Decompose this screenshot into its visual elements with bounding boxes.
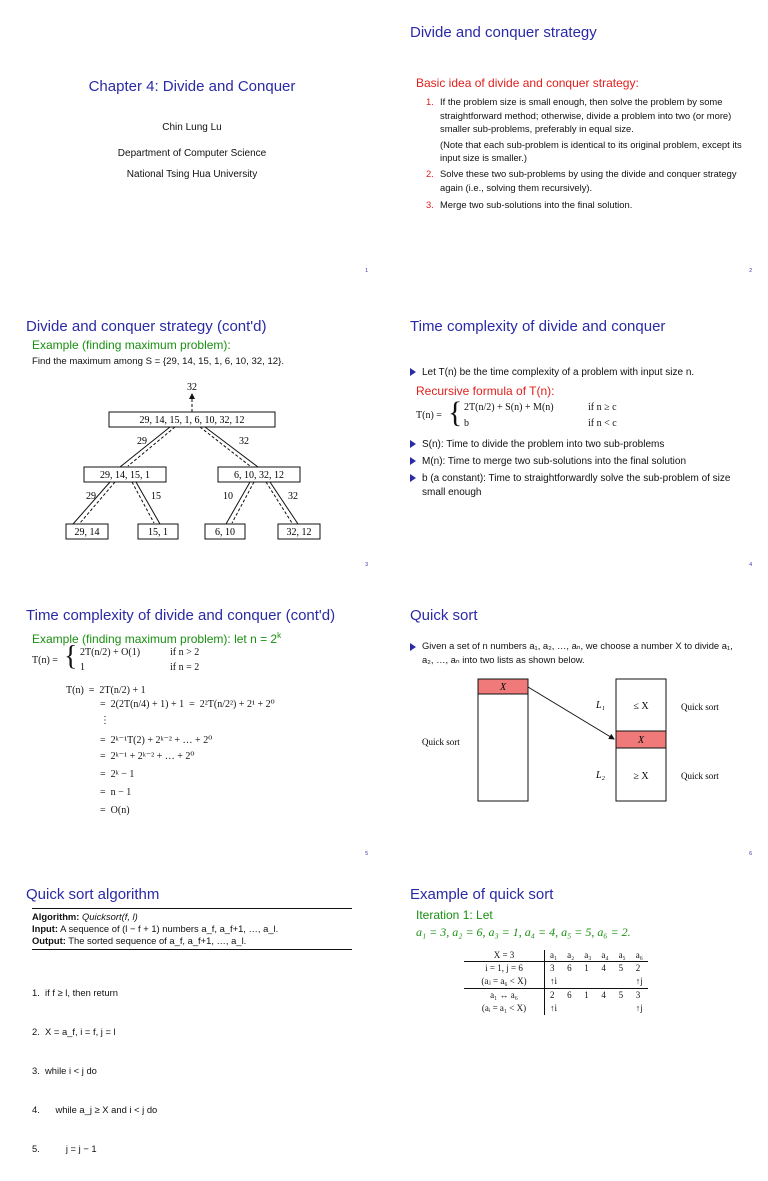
tree-node-lr-label: 15, 1	[148, 527, 168, 538]
university: National Tsing Hua University	[126, 169, 258, 180]
author: Chin Lung Lu	[162, 122, 222, 133]
tree-edge	[266, 482, 292, 523]
slide-3	[0, 294, 384, 582]
slide-title: Divide and conquer strategy	[410, 24, 597, 41]
table-row: i = 1, j = 6 3 6 1 4 5 2	[464, 962, 648, 976]
example-heading: Example (finding maximum problem): let $n = 2^k$	[32, 631, 282, 646]
page-number: 3	[365, 562, 368, 568]
tree-node-left-label: 29, 14, 15, 1	[100, 470, 150, 481]
tree-edge	[73, 482, 110, 524]
tree-edge	[270, 482, 298, 524]
algorithm-box: Algorithm: Quicksort(f, l) Input: A sequence of (l − f + 1) numbers a_f, a_f+1, …, a_l. Output: The sorted sequence of a_f, a_f+1, …, a_l.	[32, 908, 352, 950]
tree-edge	[120, 427, 170, 467]
quick-sort-label: Quick sort	[681, 771, 719, 781]
slide-8	[384, 862, 768, 1024]
bullet-item: S(n): Time to divide the problem into two sub-problems	[410, 438, 740, 452]
ge-label: ≥ X	[633, 771, 649, 782]
tree-edge	[232, 482, 254, 523]
slide-4: Time complexity of divide and conquer Let T(n) be the time complexity of a problem with input size n. Recursive formula of T(n): T(n) = { 2T(n/2) + S(n) + M(n) if n ≥ c b if n < c S(n): Time to divide the problem into two sub-problems M(n): Time to merge two sub-solutions into the final solution b (a constant): Time to straightforwardly solve the sub-problem of size small enough 4	[410, 318, 752, 568]
bullet-icon	[410, 440, 416, 448]
tree-edge	[205, 427, 258, 467]
tree-node-ll-label: 29, 14	[74, 527, 100, 538]
tree-node-root-label: 29, 14, 15, 1, 6, 10, 32, 12	[139, 415, 245, 426]
slide-1	[0, 0, 384, 288]
slide-title: Example of quick sort	[410, 886, 554, 903]
tree-edge	[128, 427, 175, 466]
table-row: a₁ ↔ a₆ 2 6 1 4 5 3	[464, 989, 648, 1003]
bullet-icon	[410, 643, 416, 651]
slide-2	[384, 0, 768, 288]
bullet-icon	[410, 474, 416, 482]
bullet-item: Let T(n) be the time complexity of a problem with input size n.	[410, 366, 740, 380]
page-number: 4	[749, 562, 752, 568]
edge-label: 10	[223, 491, 233, 502]
department: Department of Computer Science	[117, 148, 267, 159]
divide-tree-diagram	[0, 372, 384, 572]
pivot-label: X	[499, 682, 507, 693]
bullet-icon	[410, 368, 416, 376]
quick-sort-label: Quick sort	[681, 702, 719, 712]
chapter-title: Chapter 4: Divide and Conquer	[88, 78, 296, 95]
tree-edge	[136, 482, 160, 524]
slide-title: Time complexity of divide and conquer (cont'd)	[26, 607, 336, 624]
table-row: (aⱼ = a₆ < X) ↑i ↑j	[464, 975, 648, 989]
tree-edge	[132, 482, 154, 523]
slide-title: Quick sort	[410, 607, 478, 624]
page-number: 5	[365, 851, 368, 857]
l1-label: L₁	[596, 700, 606, 711]
edge-label: 29	[86, 491, 96, 502]
bullet-item: Given a set of n numbers a₁, a₂, …, aₙ, we choose a number X to divide a₁, a₂, …, aₙ into two lists as shown below.	[410, 639, 738, 667]
iteration-assign: a₁ = 3, a₂ = 6, a₃ = 1, a₄ = 4, a₅ = 5, a₆ = 2.	[416, 925, 631, 939]
bullet-item: b (a constant): Time to straightforwardly solve the sub-problem of size small enough	[410, 472, 738, 500]
tree-node-rl-label: 6, 10	[215, 527, 235, 538]
slide-7	[0, 862, 384, 1154]
le-label: ≤ X	[633, 701, 649, 712]
page-number: 2	[749, 268, 752, 274]
table-header: X = 3 a₁ a₂ a₃ a₄ a₅ a₆	[464, 950, 648, 962]
edge-label: 32	[239, 436, 249, 447]
move-arrow	[528, 687, 614, 739]
slide-5: Time complexity of divide and conquer (cont'd) Example (finding maximum problem): let $n = 2^k$ T(n) = { 2T(n/2) + O(1) if n > 2 1 if n = 2 T(n) = 2T(n/2) + 1 = 2(2T(n/4) + 1) + 1 = 2²T(n/2²) + 2¹ + 2⁰ ⋮ = 2ᵏ⁻¹T(2) + 2ᵏ⁻² + … + 2⁰ = 2ᵏ⁻¹ + 2ᵏ⁻² + … + 2⁰ = 2ᵏ − 1 = n − 1 = O(n) 5	[26, 607, 368, 857]
quick-sort-label: Quick sort	[422, 737, 460, 747]
edge-label: 29	[137, 436, 147, 447]
l2-label: L₂	[596, 770, 606, 781]
slide-title: Time complexity of divide and conquer	[410, 318, 666, 335]
edge-label: 15	[151, 491, 161, 502]
tree-node-rr-label: 32, 12	[286, 527, 312, 538]
bullet-icon	[410, 457, 416, 465]
quick-sort-diagram	[384, 675, 768, 835]
algorithm-steps: 1. if f ≥ l, then return 2. X = a_f, i = f, j = l 3. while i < j do 4. while a_j ≥ X and i < j do 5. j = j − 1	[32, 987, 158, 1154]
iteration-heading: Iteration 1: Let	[416, 908, 493, 922]
slide-title: Divide and conquer strategy (cont'd)	[26, 318, 267, 335]
table-row: (aᵢ = a₁ < X) ↑i ↑j	[464, 1002, 648, 1015]
quick-sort-table	[464, 950, 648, 1015]
bullet-item: M(n): Time to merge two sub-solutions into the final solution	[410, 455, 740, 469]
slide-6	[384, 583, 768, 871]
tree-edge	[80, 482, 115, 523]
tree-node-right-label: 6, 10, 32, 12	[234, 470, 284, 481]
list-item: 1. If the problem size is small enough, then solve the problem by some straightforward method; otherwise, divide a problem into two (or more) smaller sub-problems, preferably in equal size. (Note that each sub-problem is identical to its original problem, except its input size is smaller.)	[426, 96, 742, 164]
basic-idea-list	[426, 95, 742, 212]
list-item: 3. Merge two sub-solutions into the final solution.	[426, 199, 633, 211]
basic-idea-heading: Basic idea of divide and conquer strategy:	[416, 76, 639, 90]
tree-result: 32	[187, 382, 197, 393]
recursive-heading: Recursive formula of T(n):	[416, 384, 555, 398]
edge-label: 32	[288, 491, 298, 502]
input-list-box	[478, 679, 528, 801]
list-item: 2. Solve these two sub-problems by using the divide and conquer strategy again (i.e., solving them recursively).	[426, 167, 737, 193]
page-number: 6	[749, 851, 752, 857]
example-heading: Example (finding maximum problem):	[32, 338, 231, 352]
pivot-label: X	[637, 735, 645, 746]
slide-title: Quick sort algorithm	[26, 886, 160, 903]
example-line: Find the maximum among S = {29, 14, 15, 1, 6, 10, 32, 12}.	[32, 356, 284, 367]
tree-edge	[226, 482, 250, 524]
page-number: 1	[365, 268, 368, 274]
